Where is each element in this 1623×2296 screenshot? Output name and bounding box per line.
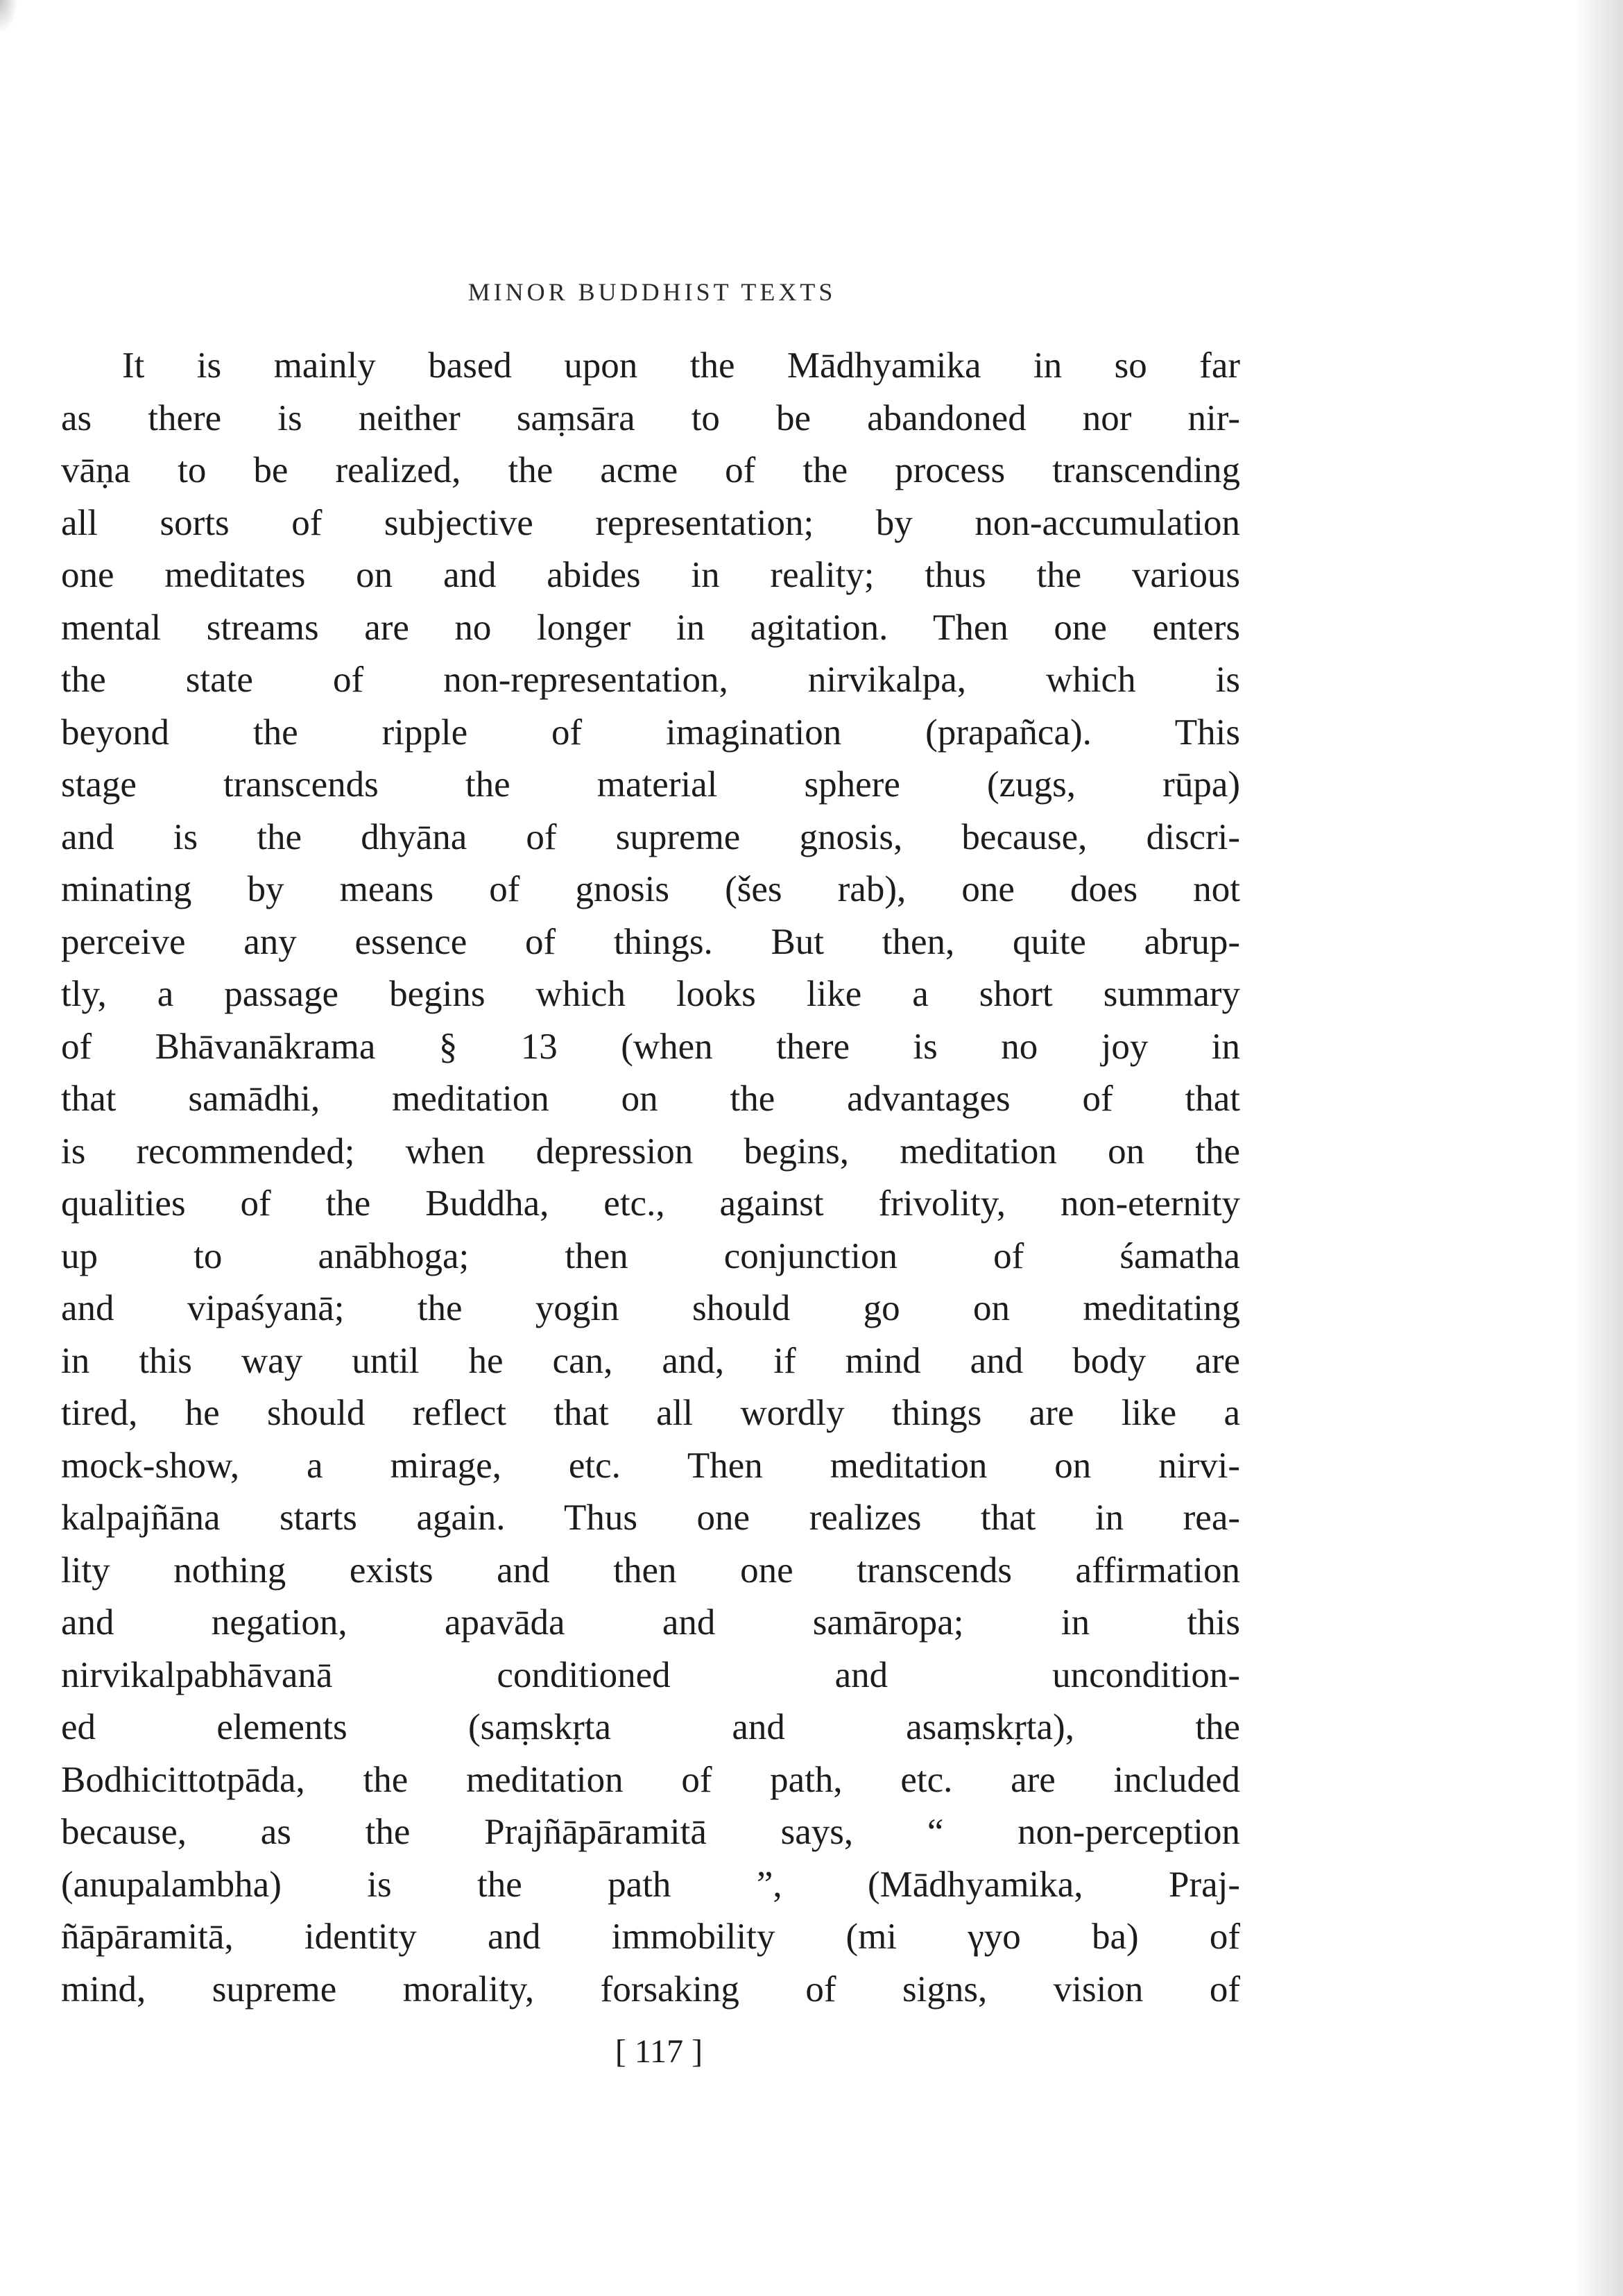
text-line: ñāpāramitā, identity and immobility (mi γyo ba) of xyxy=(61,1917,1240,1957)
text-line: in this way until he can, and, if mind and body are xyxy=(61,1340,1240,1381)
page-edge-shadow xyxy=(1574,0,1623,2296)
text-line: one meditates on and abides in reality; thus the various xyxy=(61,555,1240,595)
text-line: kalpajñāna starts again. Thus one realizes that in rea- xyxy=(61,1498,1240,1538)
text-line: Bodhicittotpāda, the meditation of path, etc. are included xyxy=(61,1759,1240,1800)
text-line: lity nothing exists and then one transcends affirmation xyxy=(61,1550,1240,1591)
text-line: tired, he should reflect that all wordly things are like a xyxy=(61,1393,1240,1433)
text-line: (anupalambha) is the path ”, (Mādhyamika, Praj- xyxy=(61,1864,1240,1905)
text-line: because, as the Prajñāpāramitā says, “ non-perception xyxy=(61,1812,1240,1852)
text-line: perceive any essence of things. But then, quite abrup- xyxy=(61,921,1240,962)
text-line: all sorts of subjective representation; by non-accumulation xyxy=(61,502,1240,543)
text-line: as there is neither saṃsāra to be abandoned nor nir- xyxy=(61,397,1240,438)
text-line: minating by means of gnosis (šes rab), one does not xyxy=(61,869,1240,909)
body-text xyxy=(61,340,1240,2016)
text-line: beyond the ripple of imagination (prapañca). This xyxy=(61,712,1240,753)
text-line: up to anābhoga; then conjunction of śamatha xyxy=(61,1235,1240,1276)
page-number: [ 117 ] xyxy=(615,2033,703,2070)
text-line: nirvikalpabhāvanā conditioned and uncondition- xyxy=(61,1654,1240,1695)
text-line: the state of non-representation, nirvikalpa, which is xyxy=(61,660,1240,700)
text-line: ed elements (saṃskṛta and asaṃskṛta), the xyxy=(61,1707,1240,1747)
text-line: mental streams are no longer in agitation. Then one enters xyxy=(61,607,1240,648)
text-line: tly, a passage begins which looks like a short summary xyxy=(61,974,1240,1014)
text-line: mock-show, a mirage, etc. Then meditation on nirvi- xyxy=(61,1445,1240,1486)
text-line: It is mainly based upon the Mādhyamika in so far xyxy=(122,345,1240,386)
text-line: vāṇa to be realized, the acme of the process transcending xyxy=(61,450,1240,490)
text-line: stage transcends the material sphere (zugs, rūpa) xyxy=(61,764,1240,805)
text-line: of Bhāvanākrama § 13 (when there is no joy in xyxy=(61,1026,1240,1067)
text-line: and vipaśyanā; the yogin should go on meditating xyxy=(61,1288,1240,1328)
text-line: is recommended; when depression begins, meditation on the xyxy=(61,1131,1240,1172)
text-line: and is the dhyāna of supreme gnosis, because, discri- xyxy=(61,816,1240,857)
text-line: mind, supreme morality, forsaking of signs, vision of xyxy=(61,1969,1240,2010)
text-line: and negation, apavāda and samāropa; in this xyxy=(61,1602,1240,1643)
text-line: qualities of the Buddha, etc., against frivolity, non-eternity xyxy=(61,1183,1240,1224)
page-corner-mark xyxy=(0,0,18,33)
running-head: MINOR BUDDHIST TEXTS xyxy=(467,278,836,306)
text-line: that samādhi, meditation on the advantages of that xyxy=(61,1079,1240,1119)
